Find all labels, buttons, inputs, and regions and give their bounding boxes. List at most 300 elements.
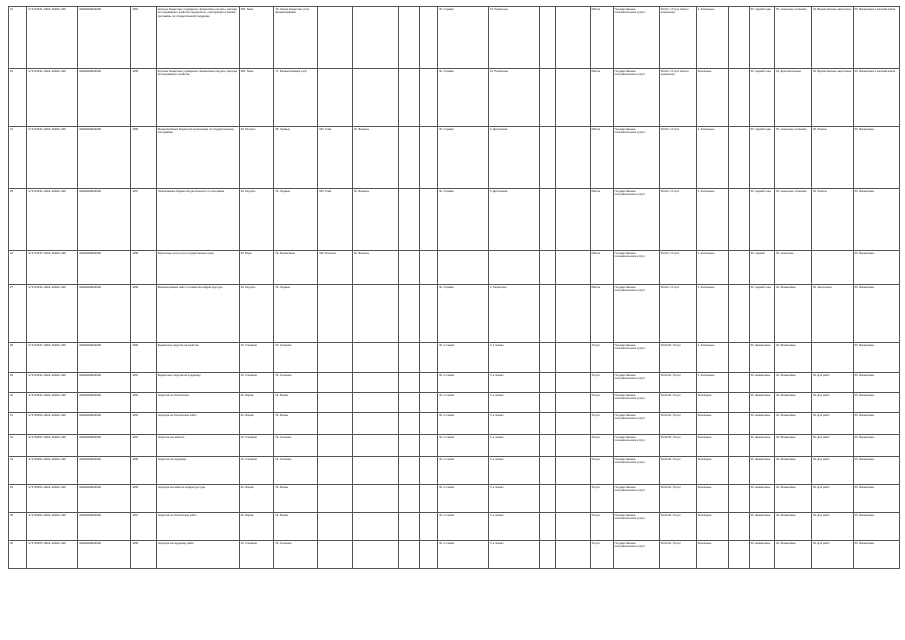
- table-cell-t4: 00. Финансы: [352, 251, 398, 285]
- table-cell-t8: Государственные пользовательские услуги: [613, 413, 659, 435]
- table-cell-t6: 0. в планах: [489, 435, 540, 457]
- table-cell-t3: [318, 541, 353, 569]
- table-cell-desc: Средства на поддержку: [156, 457, 239, 485]
- table-cell-t6: 0. Дополнение: [489, 127, 540, 189]
- table-cell-id: 6/5/00043-0000-00000-000: [27, 127, 78, 189]
- table-cell-t7: Работа: [590, 189, 613, 251]
- table-cell-t7: Услуга: [590, 343, 613, 373]
- table-cell-e3: [539, 457, 555, 485]
- table-cell-code: 00000000000000: [78, 541, 131, 569]
- table-cell-t5: 00. в планах: [438, 413, 489, 435]
- table-cell-t4: [352, 285, 398, 343]
- table-cell-t4: [352, 513, 398, 541]
- table-cell-t12: 00. годовой годы: [749, 285, 774, 343]
- table-cell-t8: Государственные пользовательские услуги: [613, 69, 659, 127]
- table-cell-t7: Услуга: [590, 413, 613, 435]
- table-cell-t2: 15. Сфера бюджетных услуг финансирование: [274, 7, 318, 69]
- table-cell-desc: Средства на обеспечение: [156, 393, 239, 413]
- table-cell-e2: [419, 485, 437, 513]
- table-cell-t14: 00. Ведомственные закупочные: [812, 69, 854, 127]
- table-cell-e3: [539, 485, 555, 513]
- table-cell-e2: [419, 413, 437, 435]
- table-cell-t9: 00-00-1. Услуги общего назначения: [659, 7, 696, 69]
- table-cell-t7: Работа: [590, 285, 613, 343]
- table-cell-e2: [419, 285, 437, 343]
- table-cell-t1: 00. Формы: [239, 513, 274, 541]
- table-cell-t10: 2. Жилищные: [696, 127, 728, 189]
- table-row: [9, 435, 900, 457]
- table-cell-e3: [539, 7, 555, 69]
- table-cell-t4: [352, 541, 398, 569]
- table-cell-t5: 00. Справки: [438, 69, 489, 127]
- table-cell-t14: 00. Для работ: [812, 393, 854, 413]
- table-cell-t7: Услуга: [590, 541, 613, 569]
- table-cell-t2: 00. Годовые: [274, 189, 318, 251]
- table-cell-e3: [539, 373, 555, 393]
- table-cell-t7: Работа: [590, 69, 613, 127]
- table-cell-t2: 08. Годовые: [274, 127, 318, 189]
- table-cell-t7: Услуга: [590, 373, 613, 393]
- table-cell-e2: [419, 541, 437, 569]
- table-cell-t10: Жилищные: [696, 457, 728, 485]
- table-cell-t13: 00. начальные установки: [775, 127, 812, 189]
- table-cell-num: 36: [9, 541, 27, 569]
- table-cell-t9: 00-00-1. Услуги: [659, 285, 696, 343]
- table-cell-e1: [399, 69, 420, 127]
- table-cell-e3: [539, 251, 555, 285]
- table-row: [9, 7, 900, 69]
- table-cell-e2: [419, 513, 437, 541]
- table-cell-t3: 000. Контроль: [318, 251, 353, 285]
- table-cell-t13: 00. Финансовые: [775, 413, 812, 435]
- table-cell-e4: [555, 189, 590, 251]
- table-cell-code: 00000000000000: [78, 373, 131, 393]
- table-cell-t15: 00. Финансовые: [853, 435, 899, 457]
- table-row: [9, 127, 900, 189]
- data-table: [8, 6, 900, 569]
- table-cell-t1: 000. Ткань: [239, 7, 274, 69]
- table-cell-e4: [555, 457, 590, 485]
- table-cell-id: 6/5/00047-0000-00000-000: [27, 343, 78, 373]
- table-cell-t9: 00-00-00. Услуги: [659, 457, 696, 485]
- table-cell-t15: 00. Финансовые: [853, 285, 899, 343]
- table-cell-t4: 00. Финансы: [352, 189, 398, 251]
- table-cell-t13: 00. Финансовые: [775, 285, 812, 343]
- table-cell-t9: 00-00-1. Услуги общего назначения: [659, 69, 696, 127]
- table-cell-code: 00000000000000: [78, 343, 131, 373]
- table-cell-t12: 00. годовой годы: [749, 127, 774, 189]
- table-cell-t9: 00-00-1. Услуги: [659, 127, 696, 189]
- table-cell-t5: 00. Справки: [438, 189, 489, 251]
- table-cell-desc: Финансирование работ по развитию инфраструктуры: [156, 285, 239, 343]
- table-cell-t1: 00. Формы: [239, 485, 274, 513]
- table-cell-code: 00000000000000: [78, 285, 131, 343]
- table-cell-t14: 00. Для работ: [812, 413, 854, 435]
- table-cell-cat: 1055: [131, 69, 156, 127]
- table-row: [9, 485, 900, 513]
- table-cell-id: 6/5/00048-0000-00000-000: [27, 373, 78, 393]
- table-cell-e1: [399, 541, 420, 569]
- table-cell-e2: [419, 343, 437, 373]
- table-cell-e2: [419, 69, 437, 127]
- table-cell-t5: 00. в планах: [438, 435, 489, 457]
- table-cell-t14: 00. Закупочные: [812, 285, 854, 343]
- table-cell-t6: 0. в планах: [489, 343, 540, 373]
- table-cell-t10: Жилищные: [696, 413, 728, 435]
- table-cell-num: 35: [9, 513, 27, 541]
- table-cell-t6: 0. в планах: [489, 393, 540, 413]
- table-cell-t8: Государственные пользовательские услуги: [613, 127, 659, 189]
- table-cell-num: 28: [9, 343, 27, 373]
- table-cell-t3: [318, 413, 353, 435]
- table-cell-t6: 0. в планах: [489, 513, 540, 541]
- table-cell-t11: [729, 513, 750, 541]
- table-cell-e4: [555, 541, 590, 569]
- table-cell-t4: [352, 69, 398, 127]
- table-cell-t10: Жилищные: [696, 435, 728, 457]
- table-cell-id: 6/5/00046-0000-00000-000: [27, 285, 78, 343]
- table-cell-num: 27: [9, 285, 27, 343]
- table-cell-t11: [729, 69, 750, 127]
- table-row: [9, 541, 900, 569]
- table-cell-t2: 17. Финансирование услуг: [274, 69, 318, 127]
- table-cell-t1: 00. Списание: [239, 435, 274, 457]
- table-cell-e1: [399, 373, 420, 393]
- table-cell-code: 00000000000000: [78, 69, 131, 127]
- table-cell-t4: [352, 435, 398, 457]
- table-cell-e3: [539, 69, 555, 127]
- table-cell-t1: 000. Ткань: [239, 69, 274, 127]
- table-cell-id: 6/5/00054-0000-00000-000: [27, 513, 78, 541]
- table-cell-t6: 15. Первичные: [489, 7, 540, 69]
- table-cell-e2: [419, 189, 437, 251]
- table-cell-t13: 00. начальные установки: [775, 189, 812, 251]
- table-cell-desc: Средства на поддержку работ: [156, 541, 239, 569]
- table-row: [9, 457, 900, 485]
- table-cell-cat: 1063: [131, 413, 156, 435]
- table-cell-t4: [352, 7, 398, 69]
- table-cell-t11: [729, 343, 750, 373]
- table-cell-t10: 2. Жилищные: [696, 373, 728, 393]
- table-cell-id: 6/5/00053-0000-00000-000: [27, 485, 78, 513]
- table-row: [9, 373, 900, 393]
- table-cell-t2: 00. Финансовые: [274, 251, 318, 285]
- table-cell-num: 31: [9, 413, 27, 435]
- table-cell-t11: [729, 393, 750, 413]
- table-cell-t12: 00. финансовые: [749, 393, 774, 413]
- table-cell-e2: [419, 373, 437, 393]
- table-cell-t13: 00. Финансовые: [775, 457, 812, 485]
- table-cell-t13: 00. Финансовые: [775, 393, 812, 413]
- table-cell-t15: 00. Финансовые: [853, 373, 899, 393]
- table-cell-e2: [419, 393, 437, 413]
- table-cell-t15: 00. Финансовые: [853, 485, 899, 513]
- table-cell-e1: [399, 413, 420, 435]
- table-cell-id: 6/5/00055-0000-00000-000: [27, 541, 78, 569]
- table-cell-e4: [555, 127, 590, 189]
- table-cell-t1: 00. Ресурсы: [239, 189, 274, 251]
- table-cell-desc: Крупные бюджетные учреждения, финансовые ресурсы, расходы на содержание и развитие: [156, 69, 239, 127]
- table-cell-t12: 00. годовой годы: [749, 69, 774, 127]
- table-cell-cat: 1061: [131, 373, 156, 393]
- table-cell-t3: [318, 457, 353, 485]
- table-cell-t2: 00. Формы: [274, 393, 318, 413]
- table-cell-id: 6/5/00051-0000-00000-000: [27, 435, 78, 457]
- table-cell-t13: 00. Финансовые: [775, 343, 812, 373]
- table-cell-code: 00000000000000: [78, 513, 131, 541]
- table-cell-t9: 00-00-00. Услуги: [659, 435, 696, 457]
- table-cell-t6: 0. в планах: [489, 485, 540, 513]
- table-cell-e1: [399, 251, 420, 285]
- table-cell-e1: [399, 343, 420, 373]
- table-cell-t7: Работа: [590, 7, 613, 69]
- table-cell-t1: 00. Формы: [239, 393, 274, 413]
- table-cell-t10: Жилищные: [696, 69, 728, 127]
- table-cell-t3: 000. Тема: [318, 189, 353, 251]
- table-cell-e3: [539, 127, 555, 189]
- table-row: [9, 69, 900, 127]
- table-cell-t15: 00. Финансовые и экономические: [853, 69, 899, 127]
- table-cell-id: 6/5/00045-0000-00000-000: [27, 251, 78, 285]
- table-cell-t3: 000. Тема: [318, 127, 353, 189]
- table-cell-t6: 0. в планах: [489, 457, 540, 485]
- table-cell-t8: Государственные пользовательские услуги: [613, 541, 659, 569]
- table-cell-t1: 00. Списание: [239, 457, 274, 485]
- table-cell-t15: 00. Финансовые: [853, 413, 899, 435]
- table-cell-id: 6/5/00044-0000-00000-000: [27, 189, 78, 251]
- table-cell-e1: [399, 127, 420, 189]
- table-cell-e1: [399, 435, 420, 457]
- table-cell-t13: 00. начальные: [775, 251, 812, 285]
- table-cell-t15: 00. Финансовые: [853, 541, 899, 569]
- table-cell-t4: [352, 485, 398, 513]
- table-cell-cat: 1057: [131, 189, 156, 251]
- table-cell-t13: 00. начальные установки: [775, 7, 812, 69]
- table-cell-e4: [555, 393, 590, 413]
- table-cell-t2: 00. Формы: [274, 413, 318, 435]
- table-cell-code: 00000000000000: [78, 485, 131, 513]
- table-cell-t14: 00. Для работ: [812, 457, 854, 485]
- table-cell-cat: 1062: [131, 393, 156, 413]
- table-cell-t3: [318, 7, 353, 69]
- table-cell-e3: [539, 541, 555, 569]
- table-cell-cat: 1059: [131, 285, 156, 343]
- table-cell-t6: 0. в планах: [489, 541, 540, 569]
- table-cell-e1: [399, 189, 420, 251]
- table-cell-t4: [352, 393, 398, 413]
- table-cell-num: 33: [9, 457, 27, 485]
- table-cell-t6: 15. Первичные: [489, 69, 540, 127]
- table-cell-t8: Государственные пользовательские услуги: [613, 485, 659, 513]
- table-cell-t8: Государственные пользовательские услуги: [613, 373, 659, 393]
- table-cell-t5: 00. в планах: [438, 457, 489, 485]
- table-cell-t1: 00. Ресурсы: [239, 127, 274, 189]
- table-cell-desc: Бюджетные средства на поддержку: [156, 373, 239, 393]
- table-cell-t13: 00. Финансовые: [775, 541, 812, 569]
- table-cell-t2: 00. Годовые: [274, 285, 318, 343]
- table-cell-e1: [399, 285, 420, 343]
- table-cell-t12: 00. финансовые: [749, 541, 774, 569]
- table-cell-code: 00000000000000: [78, 189, 131, 251]
- table-cell-t8: Государственные пользовательские услуги: [613, 251, 659, 285]
- table-cell-t12: 00. финансовые: [749, 343, 774, 373]
- table-cell-t14: 00. Для работ: [812, 541, 854, 569]
- table-cell-e4: [555, 435, 590, 457]
- table-cell-t13: 00. Финансовые: [775, 373, 812, 393]
- table-cell-num: 25: [9, 189, 27, 251]
- table-cell-t12: 00. финансовые: [749, 485, 774, 513]
- table-cell-t3: [318, 393, 353, 413]
- table-cell-t11: [729, 413, 750, 435]
- table-cell-t7: Услуга: [590, 435, 613, 457]
- table-cell-t11: [729, 485, 750, 513]
- table-cell-t11: [729, 541, 750, 569]
- table-cell-t14: 00. Для работ: [812, 513, 854, 541]
- table-cell-e4: [555, 69, 590, 127]
- table-cell-t12: 00. финансовые: [749, 373, 774, 393]
- table-cell-t15: 00. Финансовые: [853, 393, 899, 413]
- table-cell-desc: Закупочные услуги для государственных нужд: [156, 251, 239, 285]
- table-cell-t2: 00. Списание: [274, 343, 318, 373]
- table-cell-cat: 1056: [131, 127, 156, 189]
- table-cell-t10: Жилищные: [696, 393, 728, 413]
- table-cell-t8: Государственные пользовательские услуги: [613, 285, 659, 343]
- table-cell-id: 6/5/00042-0000-00000-000: [27, 69, 78, 127]
- table-cell-cat: 1067: [131, 513, 156, 541]
- table-cell-t7: Услуга: [590, 513, 613, 541]
- table-cell-t15: 00. Финансовые: [853, 251, 899, 285]
- table-cell-t10: 2. Жилищные: [696, 251, 728, 285]
- table-cell-t1: 00. Виды: [239, 251, 274, 285]
- table-cell-t11: [729, 7, 750, 69]
- table-cell-desc: Средства на развитие: [156, 435, 239, 457]
- table-cell-cat: 1060: [131, 343, 156, 373]
- table-cell-e1: [399, 457, 420, 485]
- table-cell-e2: [419, 127, 437, 189]
- table-cell-t3: [318, 435, 353, 457]
- table-cell-t9: 00-00-00. Услуги: [659, 343, 696, 373]
- table-cell-e1: [399, 513, 420, 541]
- table-cell-t10: 2. Жилищные: [696, 285, 728, 343]
- table-cell-t12: 00. финансовые: [749, 435, 774, 457]
- table-cell-num: 29: [9, 373, 27, 393]
- table-cell-t8: Государственные пользовательские услуги: [613, 393, 659, 413]
- table-cell-e4: [555, 485, 590, 513]
- table-cell-e2: [419, 251, 437, 285]
- table-cell-t13: 00. Финансовые: [775, 513, 812, 541]
- table-cell-t5: 00. в планах: [438, 343, 489, 373]
- table-cell-t4: [352, 343, 398, 373]
- table-cell-t15: 00. Финансовые: [853, 127, 899, 189]
- table-cell-t1: 00. Списание: [239, 343, 274, 373]
- table-cell-num: 34: [9, 485, 27, 513]
- table-row: [9, 285, 900, 343]
- table-cell-t14: 00. Для работ: [812, 373, 854, 393]
- table-cell-t5: 00. в планах: [438, 393, 489, 413]
- table-cell-t9: 00-00-00. Услуги: [659, 485, 696, 513]
- table-cell-t8: Государственные пользовательские услуги: [613, 513, 659, 541]
- table-cell-t9: 00-00-00. Услуги: [659, 413, 696, 435]
- table-cell-t7: Работа: [590, 251, 613, 285]
- table-cell-desc: Средства на развитие инфраструктуры: [156, 485, 239, 513]
- table-cell-t3: [318, 513, 353, 541]
- table-cell-t12: 00. финансовые: [749, 413, 774, 435]
- table-cell-t4: [352, 457, 398, 485]
- table-cell-e2: [419, 457, 437, 485]
- table-row: [9, 513, 900, 541]
- table-cell-cat: 1068: [131, 541, 156, 569]
- table-cell-code: 00000000000000: [78, 413, 131, 435]
- table-cell-desc: Средства на обеспечение работ: [156, 413, 239, 435]
- table-cell-e1: [399, 7, 420, 69]
- table-cell-id: 6/5/00041-0000-00000-000: [27, 7, 78, 69]
- table-cell-e3: [539, 285, 555, 343]
- table-cell-e4: [555, 413, 590, 435]
- table-cell-t9: 00-00-00. Услуги: [659, 393, 696, 413]
- table-cell-t5: 00. Справки: [438, 285, 489, 343]
- table-cell-t14: [812, 343, 854, 373]
- table-cell-t14: 00. Лимиты: [812, 127, 854, 189]
- table-cell-t9: 00-00-1. Услуги: [659, 189, 696, 251]
- table-cell-cat: 1066: [131, 485, 156, 513]
- table-cell-t10: 2. Жилищные: [696, 7, 728, 69]
- table-cell-e4: [555, 285, 590, 343]
- table-cell-code: 00000000000000: [78, 251, 131, 285]
- table-cell-t7: Работа: [590, 127, 613, 189]
- table-cell-t1: 00. Списание: [239, 541, 274, 569]
- table-cell-e3: [539, 393, 555, 413]
- table-cell-desc: Средства на обеспечение работ: [156, 513, 239, 541]
- table-cell-t9: 00-00-00. Услуги: [659, 373, 696, 393]
- table-cell-num: 26: [9, 251, 27, 285]
- table-cell-t3: [318, 485, 353, 513]
- table-row: [9, 343, 900, 373]
- table-cell-t13: 00. Финансовые: [775, 435, 812, 457]
- table-cell-t15: 00. Финансовые и экономические: [853, 7, 899, 69]
- table-cell-t6: 0. Первичные: [489, 285, 540, 343]
- table-cell-desc: Крупные бюджетные учреждения, финансовые ресурсы, расходы на содержание и развитие предприятия, участвующего в рамках программы по государственной поддержке: [156, 7, 239, 69]
- table-cell-t2: 00. Списание: [274, 373, 318, 393]
- table-cell-t7: Услуга: [590, 457, 613, 485]
- table-cell-t11: [729, 285, 750, 343]
- table-cell-t11: [729, 457, 750, 485]
- table-cell-cat: 1058: [131, 251, 156, 285]
- table-cell-code: 00000000000000: [78, 7, 131, 69]
- table-cell-id: 6/5/00052-0000-00000-000: [27, 457, 78, 485]
- table-cell-e4: [555, 251, 590, 285]
- table-row: [9, 189, 900, 251]
- table-cell-t3: [318, 343, 353, 373]
- table-cell-desc: Финансирование бюджетной организации по государственным программам: [156, 127, 239, 189]
- table-cell-id: 6/5/00049-0000-00000-000: [27, 393, 78, 413]
- table-cell-e3: [539, 343, 555, 373]
- table-cell-t8: Государственные пользовательские услуги: [613, 343, 659, 373]
- table-cell-t14: 04. Ведомственные закупочные: [812, 7, 854, 69]
- table-cell-cat: 1064: [131, 435, 156, 457]
- table-cell-desc: Планирование бюджетной деятельности по программе: [156, 189, 239, 251]
- table-cell-t12: 00. финансовые: [749, 513, 774, 541]
- table-cell-code: 00000000000000: [78, 457, 131, 485]
- table-cell-e3: [539, 189, 555, 251]
- table-cell-desc: Бюджетные средства на развитие: [156, 343, 239, 373]
- table-cell-t4: 09. Финансы: [352, 127, 398, 189]
- table-cell-t10: Жилищные: [696, 541, 728, 569]
- table-cell-t11: [729, 127, 750, 189]
- table-cell-t13: 00. Дополнительные: [775, 69, 812, 127]
- table-cell-t11: [729, 189, 750, 251]
- table-cell-id: 6/5/00050-0000-00000-000: [27, 413, 78, 435]
- table-cell-code: 00000000000000: [78, 127, 131, 189]
